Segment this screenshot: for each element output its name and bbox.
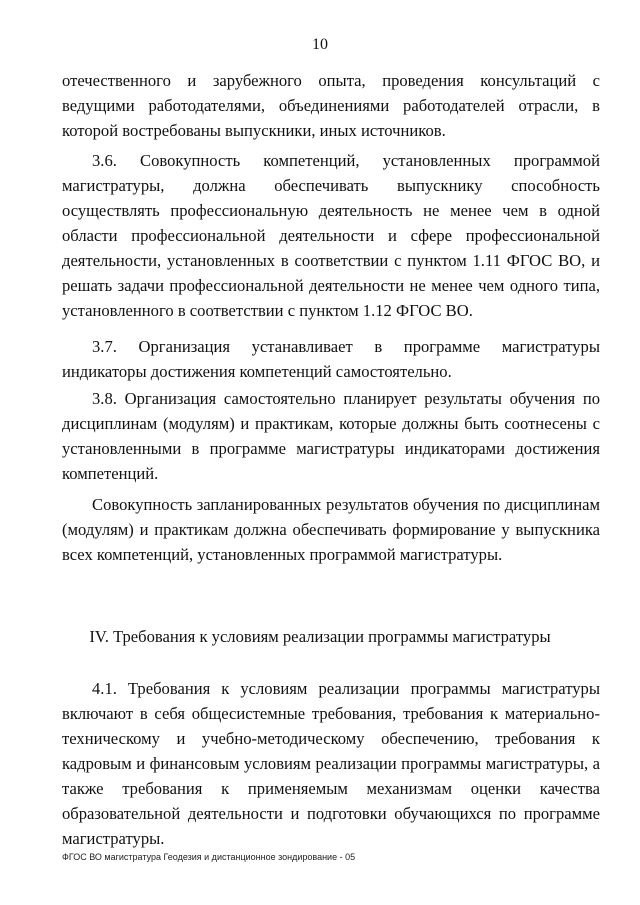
paragraph-4-1: 4.1. Требования к условиям реализации программы магистратуры включают в себя общесистемные требования, требования к материально-техническому и учебно-методическому обеспечению, требования к кадровым и финансовым условиям реализации программы магистратуры, а также требования к применяемым механизмам оценки качества образовательной деятельности и подготовки обучающихся по программе магистратуры. — [62, 679, 600, 848]
paragraph-intro: отечественного и зарубежного опыта, проведения консультаций с ведущими работодателями, объединениями работодателей отрасли, в которой востребованы выпускники, иных источников. — [62, 71, 600, 140]
paragraph-3-7: 3.7. Организация устанавливает в программе магистратуры индикаторы достижения компетенций самостоятельно. — [62, 337, 600, 381]
paragraph-3-8-continuation: Совокупность запланированных результатов обучения по дисциплинам (модулям) и практикам должна обеспечивать формирование у выпускника всех компетенций, установленных программой магистратуры. — [62, 495, 600, 564]
paragraph-3-6: 3.6. Совокупность компетенций, установленных программой магистратуры, должна обеспечивать выпускнику способность осуществлять профессиональную деятельность не менее чем в одной области профессиональной деятельности и сфере профессиональной деятельности, установленных в соответствии с пунктом 1.11 ФГОС ВО, и решать задачи профессиональной деятельности не менее чем одного типа, установленного в соответствии с пунктом 1.12 ФГОС ВО. — [62, 151, 600, 320]
section-heading: IV. Требования к условиям реализации программы магистратуры — [89, 627, 551, 646]
footer: ФГОС ВО магистратура Геодезия и дистанционное зондирование - 05 — [62, 852, 356, 862]
paragraph-3-8: 3.8. Организация самостоятельно планирует результаты обучения по дисциплинам (модулям) и практикам, которые должны быть соотнесены с установленными в программе магистратуры индикаторами достижения компетенций. — [62, 389, 600, 483]
page-number: 10 — [312, 36, 328, 53]
